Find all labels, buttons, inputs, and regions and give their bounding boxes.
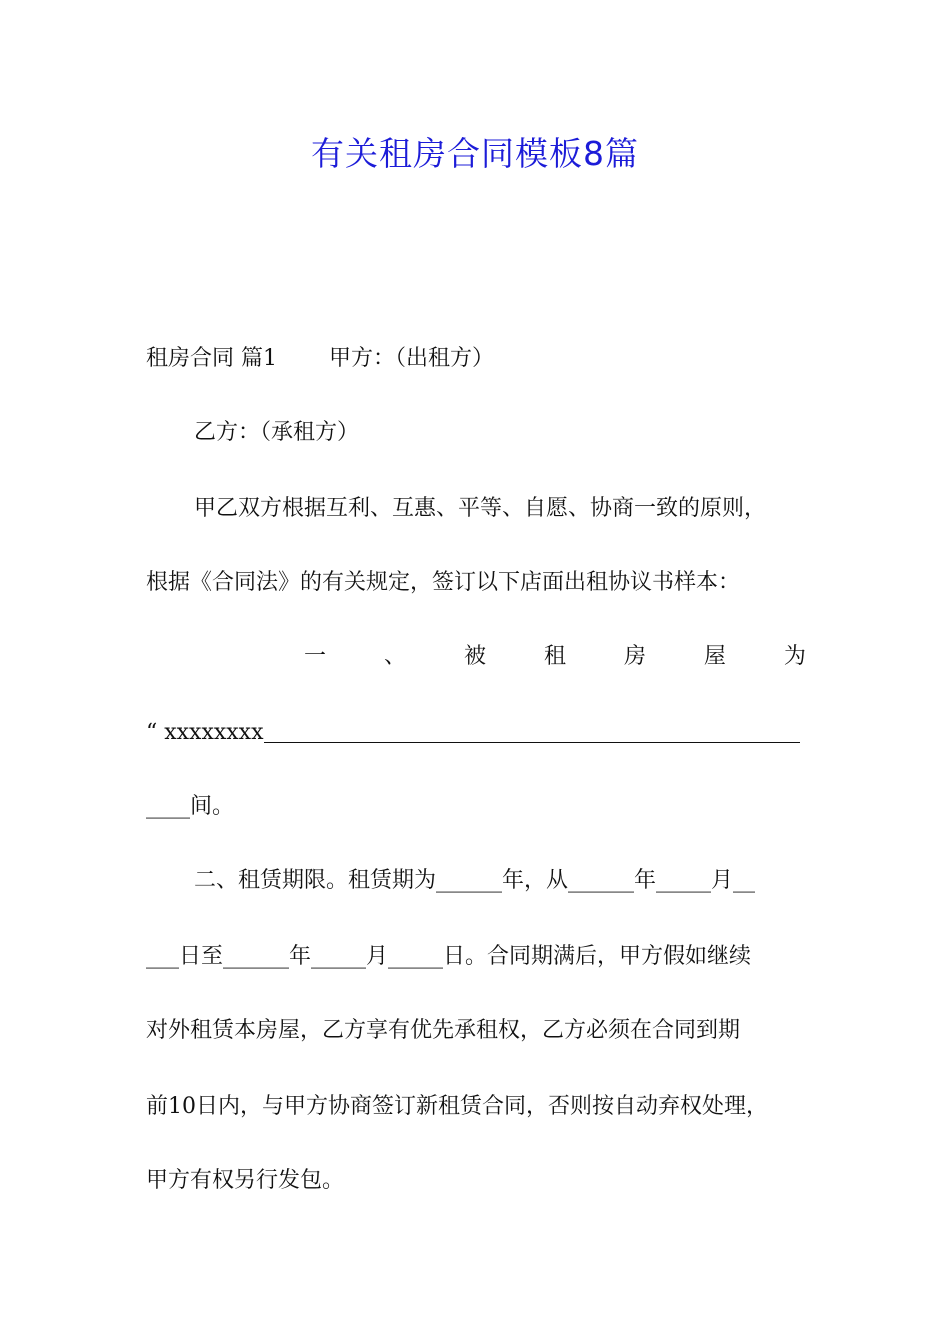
clause-char: 房 (623, 644, 646, 669)
paragraph-line: ___日至______年_____月_____日。合同期满后，甲方假如继续 (146, 944, 752, 969)
contract-number: 租房合同 篇1 (146, 346, 277, 371)
contract-header-line (146, 344, 826, 374)
address-placeholder: “ xxxxxxxx (146, 720, 264, 745)
clause-one-heading (194, 642, 806, 672)
clause-char: 一 (304, 644, 327, 669)
paragraph-line: 前10日内，与甲方协商签订新租赁合同，否则按自动弃权处理， (146, 1094, 768, 1119)
clause-char: 租 (543, 644, 566, 669)
clause-char: 为 (783, 644, 806, 669)
paragraph-line: 甲方有权另行发包。 (146, 1168, 345, 1193)
paragraph-line: 根据《合同法》的有关规定，签订以下店面出租协议书样本： (146, 570, 741, 595)
party-b-label: 乙方：（承租方） (194, 420, 360, 445)
address-blank (264, 720, 800, 743)
clause-char: 被 (463, 644, 486, 669)
document-title: 有关租房合同模板8篇 (311, 134, 639, 173)
address-line (146, 718, 826, 748)
lease-term-line: 二、租赁期限。租赁期为______年，从______年_____月__ (194, 868, 756, 893)
paragraph-line: 甲乙双方根据互利、互惠、平等、自愿、协商一致的原则， (194, 496, 767, 521)
paragraph-line: ____间。 (146, 794, 235, 819)
party-a-label: 甲方：（出租方） (329, 346, 495, 371)
paragraph-line: 对外租赁本房屋，乙方享有优先承租权，乙方必须在合同到期 (146, 1018, 741, 1043)
clause-char: 屋 (703, 644, 726, 669)
clause-char: 、 (383, 644, 406, 669)
